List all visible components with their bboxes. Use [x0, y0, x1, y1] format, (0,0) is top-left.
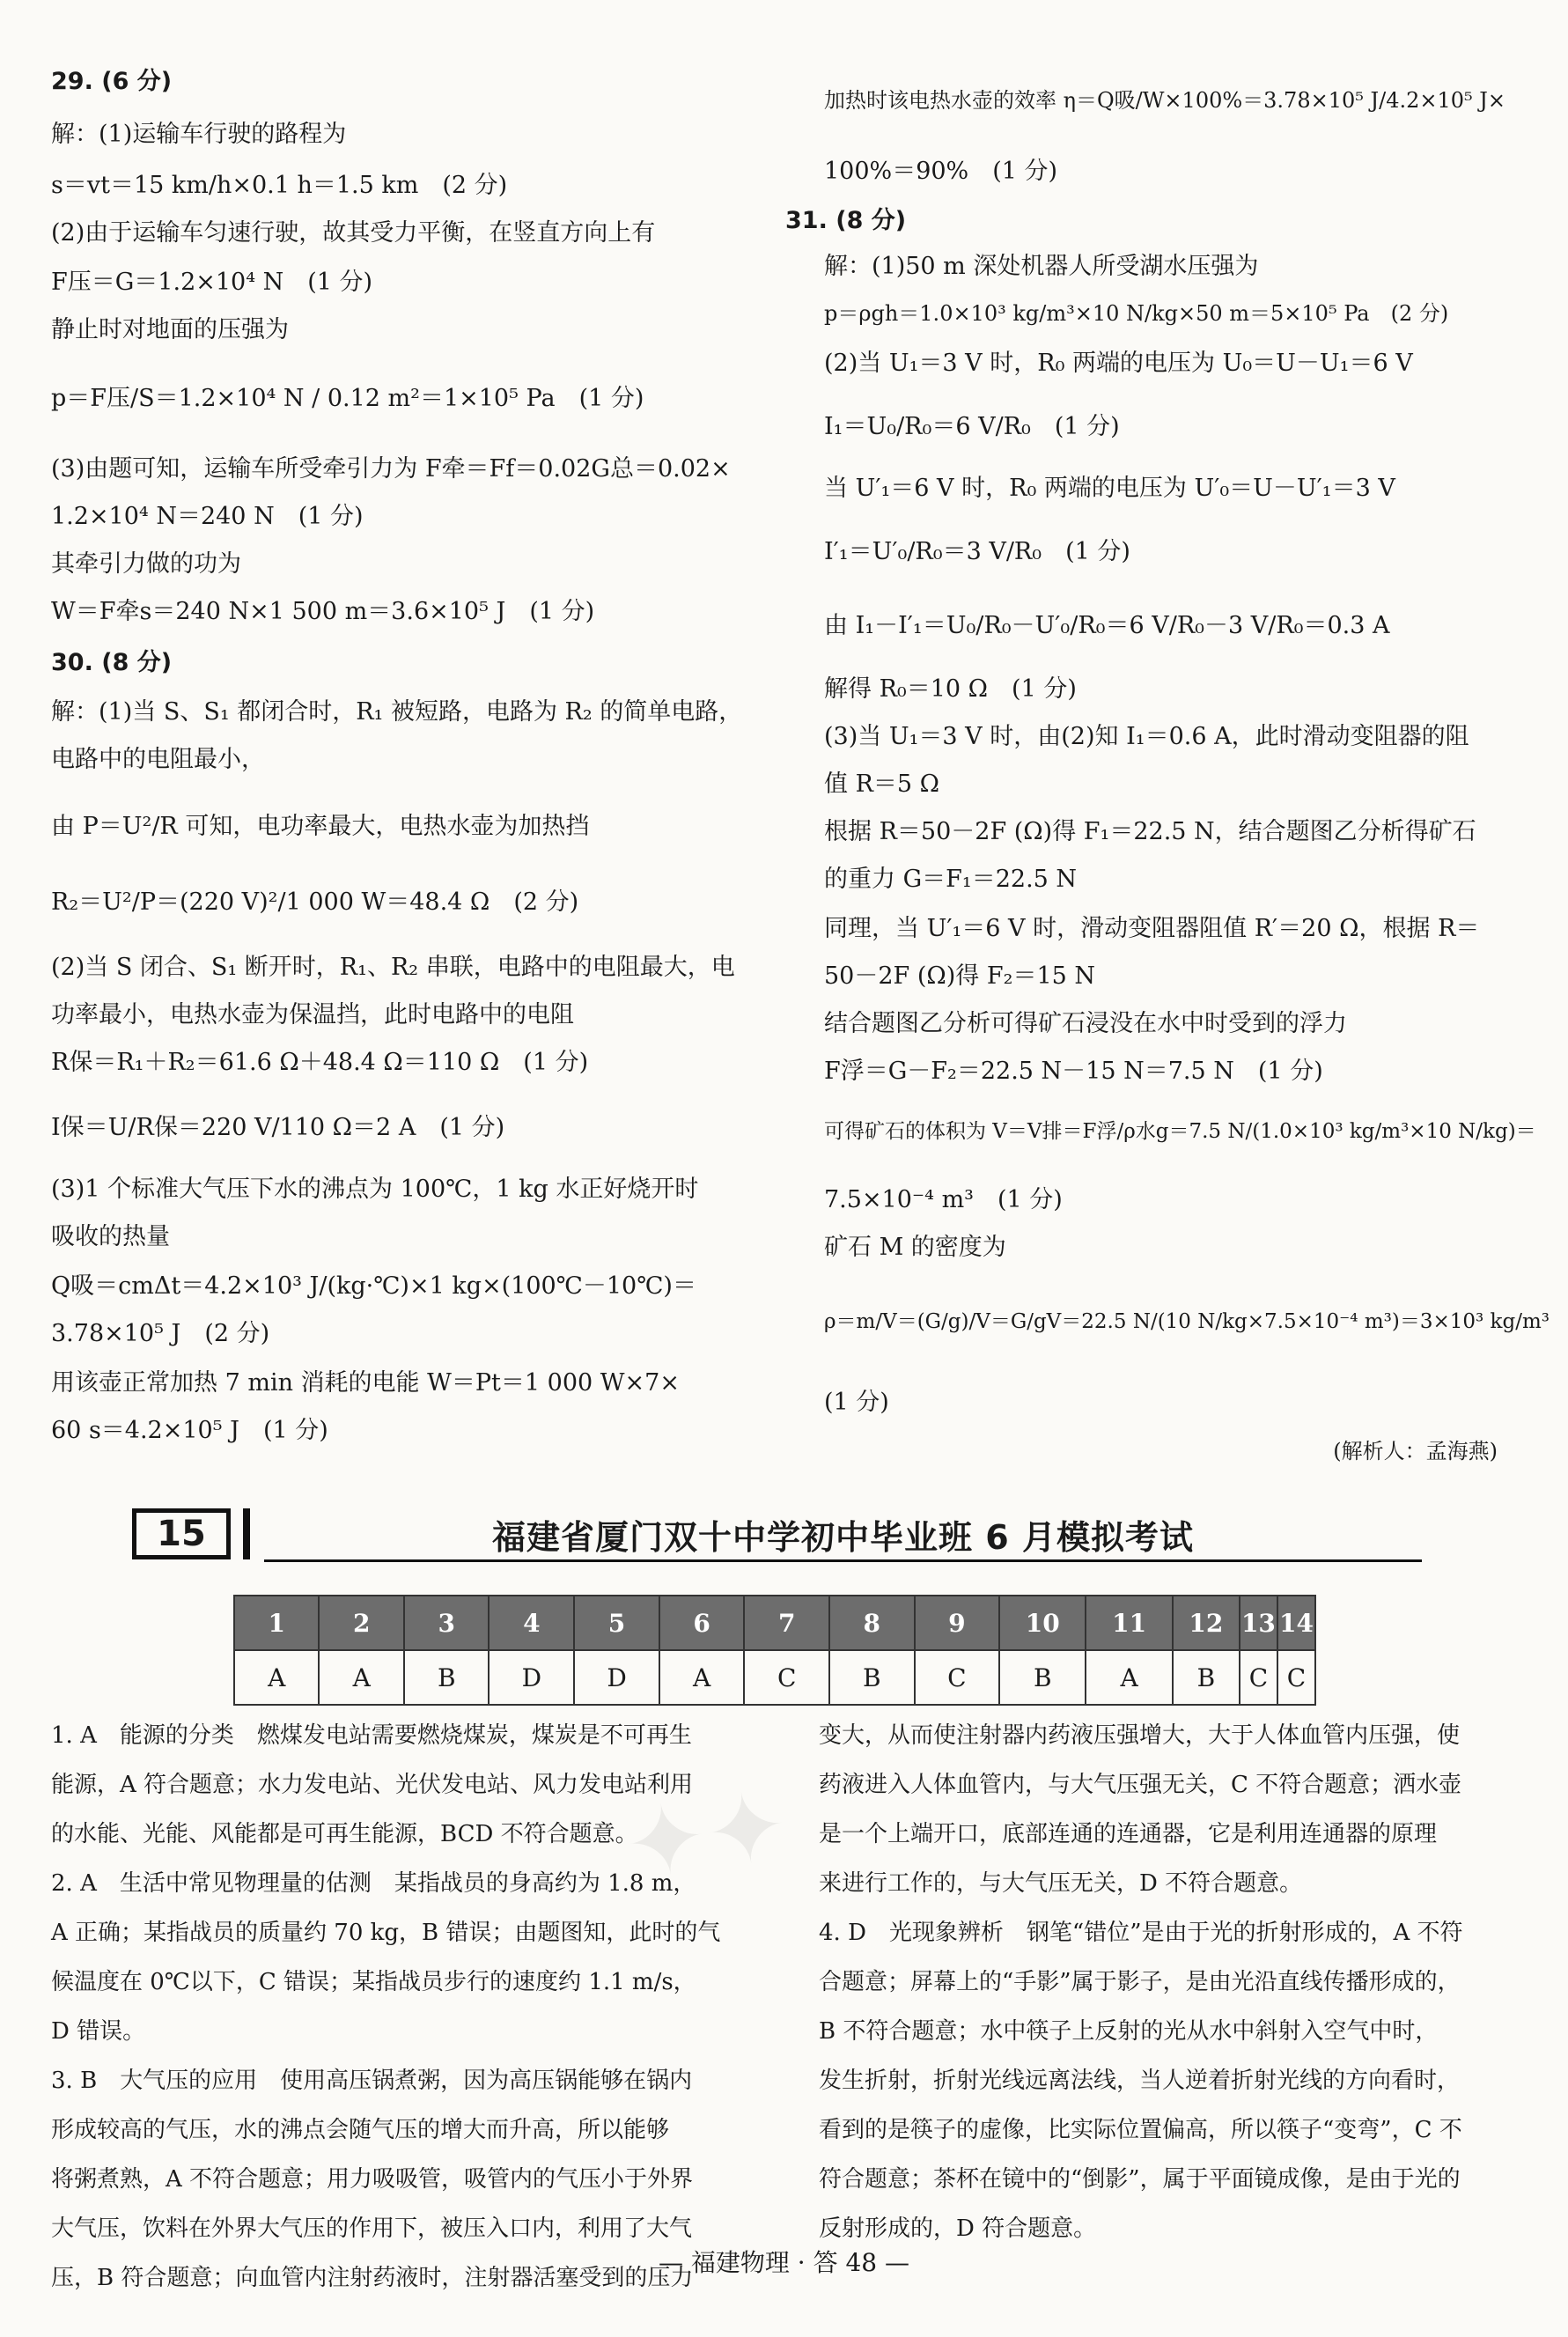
banner-divider: [243, 1508, 250, 1559]
text-line: 解：(1)运输车行驶的路程为: [51, 121, 347, 148]
answer-table-answer-row: [234, 1650, 1315, 1705]
question-30-header: 30. (8 分): [51, 649, 173, 676]
page-footer: — 福建物理 · 答 48 —: [658, 2248, 910, 2277]
answer-cell: B: [1173, 1650, 1240, 1705]
text-line: 用该壶正常加热 7 min 消耗的电能 W＝Pt＝1 000 W×7×: [51, 1369, 680, 1397]
explanation-line: 变大，从而使注射器内药液压强增大，大于人体血管内压强，使: [819, 1722, 1461, 1749]
explanation-line: A 正确；某指战员的质量约 70 kg，B 错误；由题图知，此时的气: [51, 1920, 721, 1946]
text-line: (3)由题可知，运输车所受牵引力为 F牵＝Ff＝0.02G总＝0.02×: [51, 455, 731, 483]
text-line: 7.5×10⁻⁴ m³ (1 分): [824, 1186, 1063, 1213]
question-number-cell: 2: [319, 1596, 403, 1650]
text-line: (3)1 个标准大气压下水的沸点为 100℃，1 kg 水正好烧开时: [51, 1176, 699, 1203]
formula-line: 由 I₁－I′₁＝U₀/R₀－U′₀/R₀＝6 V/R₀－3 V/R₀＝0.3 A: [824, 612, 1390, 639]
explanation-line: 能源，A 符合题意；水力发电站、光伏发电站、风力发电站利用: [51, 1772, 694, 1798]
formula-line: p＝ρgh＝1.0×10³ kg/m³×10 N/kg×50 m＝5×10⁵ Pa (2 分): [824, 301, 1449, 326]
question-number-cell: 13: [1240, 1596, 1277, 1650]
formula-line: 由 P＝U²/R 可知，电功率最大，电热水壶为加热挡: [51, 813, 590, 840]
question-number-cell: 10: [999, 1596, 1086, 1650]
question-number-cell: 7: [744, 1596, 829, 1650]
explanation-line: 是一个上端开口，底部连通的连通器，它是利用连通器的原理: [819, 1821, 1438, 1847]
text-line: 同理，当 U′₁＝6 V 时，滑动变阻器阻值 R′＝20 Ω，根据 R＝: [824, 915, 1480, 942]
explanation-line: 发生折射，折射光线远离法线，当人逆着折射光线的方向看时，: [819, 2068, 1461, 2094]
text-line: 解：(1)当 S、S₁ 都闭合时，R₁ 被短路，电路为 R₂ 的简单电路，: [51, 698, 743, 726]
banner-rule: [264, 1559, 1422, 1562]
text-line: 3.78×10⁵ J (2 分): [51, 1320, 270, 1347]
text-line: 结合题图乙分析可得矿石浸没在水中时受到的浮力: [824, 1010, 1347, 1037]
answer-cell: C: [1277, 1650, 1315, 1705]
explanation-line: 4. D 光现象辨析 钢笔“错位”是由于光的折射形成的，A 不符: [819, 1920, 1463, 1946]
question-number-cell: 9: [915, 1596, 1000, 1650]
question-number-cell: 4: [489, 1596, 574, 1650]
explanation-line: D 错误。: [51, 2018, 146, 2045]
explanation-line: 来进行工作的，与大气压无关，D 不符合题意。: [819, 1870, 1303, 1897]
answer-table: [233, 1595, 1316, 1706]
text-line: 静止时对地面的压强为: [51, 316, 289, 343]
section-banner: [132, 1508, 1422, 1563]
watermark-logo: ✦✦: [617, 1767, 795, 1903]
explanation-line: 压，B 符合题意；向血管内注射药液时，注射器活塞受到的压力: [51, 2265, 694, 2291]
explanation-line: 药液进入人体血管内，与大气压强无关，C 不符合题意；洒水壶: [819, 1772, 1462, 1798]
question-31-header: 31. (8 分): [785, 207, 907, 234]
formula-line: R₂＝U²/P＝(220 V)²/1 000 W＝48.4 Ω (2 分): [51, 888, 579, 916]
answer-cell: A: [659, 1650, 744, 1705]
answer-cell: C: [1240, 1650, 1277, 1705]
explanation-line: 3. B 大气压的应用 使用高压锅煮粥，因为高压锅能够在锅内: [51, 2068, 693, 2094]
text-line: 吸收的热量: [51, 1223, 170, 1250]
question-number-cell: 14: [1277, 1596, 1315, 1650]
explanation-line: 合题意；屏幕上的“手影”属于影子，是由光沿直线传播形成的，: [819, 1969, 1461, 1995]
answer-cell: B: [404, 1650, 490, 1705]
answer-cell: C: [915, 1650, 1000, 1705]
text-line: 矿石 M 的密度为: [824, 1234, 1006, 1261]
explanation-line: 将粥煮熟，A 不符合题意；用力吸吸管，吸管内的气压小于外界: [51, 2166, 694, 2193]
formula-line: I′₁＝U′₀/R₀＝3 V/R₀ (1 分): [824, 538, 1130, 565]
answer-cell: A: [234, 1650, 319, 1705]
text-line: 1.2×10⁴ N＝240 N (1 分): [51, 503, 364, 530]
question-number-cell: 12: [1173, 1596, 1240, 1650]
text-line: 其牵引力做的功为: [51, 550, 241, 578]
answer-cell: C: [744, 1650, 829, 1705]
credit-note: (解析人：孟海燕): [1333, 1439, 1498, 1463]
answer-cell: D: [489, 1650, 574, 1705]
text-line: (2)由于运输车匀速行驶，故其受力平衡，在竖直方向上有: [51, 219, 656, 247]
formula-line: p＝F压/S＝1.2×10⁴ N / 0.12 m²＝1×10⁵ Pa (1 分): [51, 385, 644, 412]
explanation-line: 看到的是筷子的虚像，比实际位置偏高，所以筷子“变弯”，C 不: [819, 2117, 1462, 2143]
explanation-line: 符合题意；茶杯在镜中的“倒影”，属于平面镜成像，是由于光的: [819, 2166, 1461, 2193]
text-line: (2)当 U₁＝3 V 时，R₀ 两端的电压为 U₀＝U－U₁＝6 V: [824, 350, 1413, 377]
text-line: (1 分): [824, 1389, 889, 1416]
text-line: 100%＝90% (1 分): [824, 158, 1058, 185]
formula-line: W＝F牵s＝240 N×1 500 m＝3.6×10⁵ J (1 分): [51, 598, 595, 625]
question-number-cell: 6: [659, 1596, 744, 1650]
text-line: s＝vt＝15 km/h×0.1 h＝1.5 km (2 分): [51, 172, 508, 199]
text-line: 当 U′₁＝6 V 时，R₀ 两端的电压为 U′₀＝U－U′₁＝3 V: [824, 475, 1395, 502]
answer-table-header-row: [234, 1596, 1315, 1650]
explanation-line: 形成较高的气压，水的沸点会随气压的增大而升高，所以能够: [51, 2117, 670, 2143]
explanation-line: 反射形成的，D 符合题意。: [819, 2215, 1097, 2242]
explanation-line: 2. A 生活中常见物理量的估测 某指战员的身高约为 1.8 m，: [51, 1870, 696, 1897]
question-number-cell: 1: [234, 1596, 319, 1650]
explanation-line: 候温度在 0℃以下，C 错误；某指战员步行的速度约 1.1 m/s，: [51, 1969, 696, 1995]
explanation-line: 1. A 能源的分类 燃煤发电站需要燃烧煤炭，煤炭是不可再生: [51, 1722, 692, 1749]
question-number-cell: 11: [1086, 1596, 1172, 1650]
text-line: 值 R＝5 Ω: [824, 770, 940, 798]
question-29-header: 29. (6 分): [51, 68, 173, 95]
text-line: 根据 R＝50－2F (Ω)得 F₁＝22.5 N，结合题图乙分析得矿石: [824, 818, 1476, 845]
formula-line: F浮＝G－F₂＝22.5 N－15 N＝7.5 N (1 分): [824, 1058, 1323, 1085]
formula-line: Q吸＝cmΔt＝4.2×10³ J/(kg·℃)×1 kg×(100℃－10℃)＝: [51, 1272, 696, 1300]
formula-line: R保＝R₁＋R₂＝61.6 Ω＋48.4 Ω＝110 Ω (1 分): [51, 1049, 589, 1076]
question-number-cell: 8: [829, 1596, 915, 1650]
formula-line: 可得矿石的体积为 V＝V排＝F浮/ρ水g＝7.5 N/(1.0×10³ kg/m³×10 N/kg)＝: [824, 1120, 1536, 1143]
text-line: 电路中的电阻最小，: [51, 746, 265, 773]
question-number-cell: 5: [574, 1596, 659, 1650]
answer-cell: A: [319, 1650, 403, 1705]
section-number: 15: [132, 1508, 231, 1559]
text-line: 的重力 G＝F₁＝22.5 N: [824, 866, 1078, 893]
text-line: (2)当 S 闭合、S₁ 断开时，R₁、R₂ 串联，电路中的电阻最大，电: [51, 954, 735, 981]
formula-line: F压＝G＝1.2×10⁴ N (1 分): [51, 269, 373, 296]
answer-cell: A: [1086, 1650, 1172, 1705]
explanation-line: B 不符合题意；水中筷子上反射的光从水中斜射入空气中时，: [819, 2018, 1439, 2045]
question-number-cell: 3: [404, 1596, 490, 1650]
formula-line: 加热时该电热水壶的效率 η＝Q吸/W×100%＝3.78×10⁵ J/4.2×10⁵ J×: [824, 88, 1505, 113]
text-line: (3)当 U₁＝3 V 时，由(2)知 I₁＝0.6 A，此时滑动变阻器的阻: [824, 723, 1469, 750]
answer-cell: D: [574, 1650, 659, 1705]
explanation-line: 大气压，饮料在外界大气压的作用下，被压入口内，利用了大气: [51, 2215, 693, 2242]
section-title: 福建省厦门双十中学初中毕业班 6 月模拟考试: [492, 1518, 1194, 1557]
text-line: 解：(1)50 m 深处机器人所受湖水压强为: [824, 253, 1259, 280]
text-line: 解得 R₀＝10 Ω (1 分): [824, 675, 1077, 703]
text-line: 功率最小，电热水壶为保温挡，此时电路中的电阻: [51, 1001, 574, 1028]
formula-line: I₁＝U₀/R₀＝6 V/R₀ (1 分): [824, 413, 1120, 440]
text-line: 60 s＝4.2×10⁵ J (1 分): [51, 1417, 328, 1444]
answer-cell: B: [829, 1650, 915, 1705]
formula-line: I保＝U/R保＝220 V/110 Ω＝2 A (1 分): [51, 1114, 505, 1141]
text-line: 50－2F (Ω)得 F₂＝15 N: [824, 962, 1096, 990]
explanation-line: 的水能、光能、风能都是可再生能源，BCD 不符合题意。: [51, 1821, 638, 1847]
answer-cell: B: [999, 1650, 1086, 1705]
formula-line: ρ＝m/V＝(G/g)/V＝G/gV＝22.5 N/(10 N/kg×7.5×10⁻⁴ m³)＝3×10³ kg/m³: [824, 1310, 1550, 1333]
